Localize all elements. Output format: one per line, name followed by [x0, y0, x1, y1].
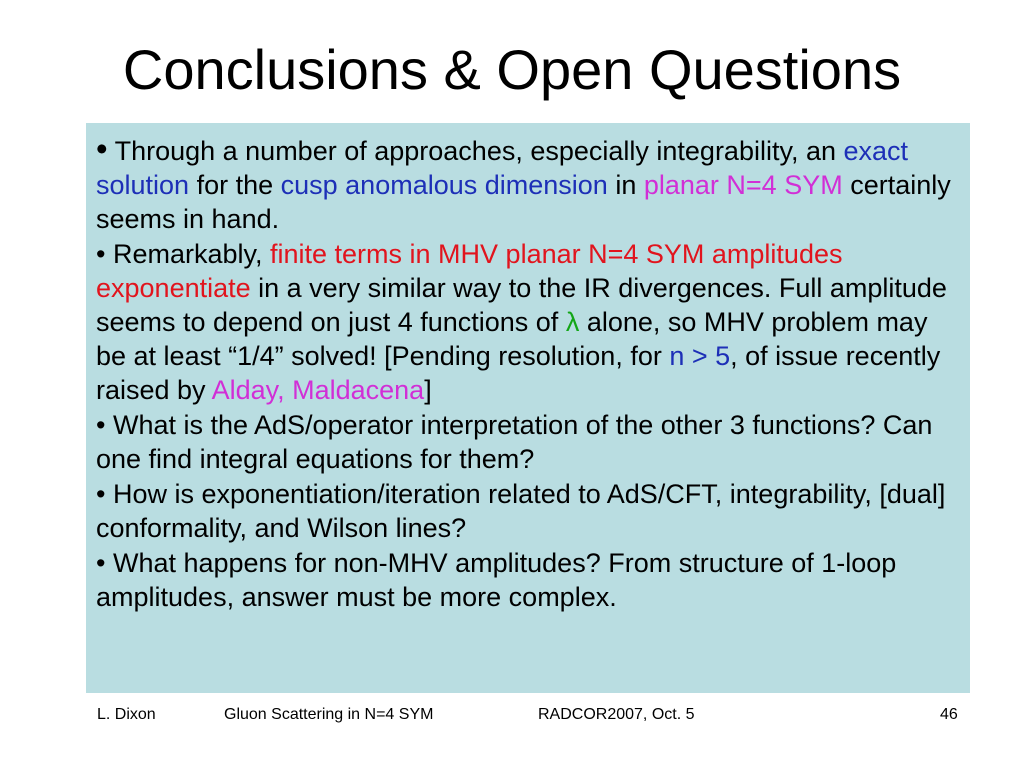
- bullet-marker: •: [96, 239, 106, 269]
- bullet-3: [96, 408, 960, 476]
- text-segment: certainly seems in hand.: [96, 170, 951, 234]
- text-segment: alone, so MHV problem may be at least “1/4” solved! [Pending resolution, for: [96, 307, 928, 371]
- footer-conference: RADCOR2007, Oct. 5: [538, 706, 695, 723]
- text-segment: for the: [189, 170, 281, 200]
- text-segment: What happens for non-MHV amplitudes? From structure of 1-loop amplitudes, answer must be more complex.: [96, 548, 897, 612]
- bullet-4: [96, 477, 960, 545]
- footer-author: L. Dixon: [97, 706, 156, 723]
- highlight-segment: cusp anomalous dimension: [280, 170, 608, 200]
- text-segment: in: [607, 170, 644, 200]
- bullet-2: [96, 237, 960, 407]
- bullet-1: [96, 132, 960, 236]
- bullet-marker: •: [96, 130, 108, 167]
- bullet-marker: •: [96, 548, 106, 578]
- text-segment: Remarkably,: [105, 239, 270, 269]
- lambda-symbol: λ: [565, 307, 580, 337]
- bullet-marker: •: [96, 410, 106, 440]
- text-segment: , of issue recently raised by: [96, 341, 941, 405]
- text-segment: Through a number of approaches, especially integrability, an: [107, 136, 844, 166]
- text-segment: in a very similar way to the IR divergences. Full amplitude seems to depend on just 4 functions of: [96, 273, 947, 337]
- highlight-segment: planar N=4 SYM: [643, 170, 843, 200]
- slide-title: Conclusions & Open Questions: [122, 38, 902, 101]
- highlight-segment: Alday, Maldacena: [211, 375, 425, 405]
- text-segment: What is the AdS/operator interpretation of the other 3 functions? Can one find integral equations for them?: [96, 410, 933, 474]
- content-box: [86, 123, 970, 693]
- footer-talk-title: Gluon Scattering in N=4 SYM: [224, 706, 434, 723]
- text-segment: ]: [424, 375, 432, 405]
- text-segment: How is exponentiation/iteration related to AdS/CFT, integrability, [dual] conformality, and Wilson lines?: [96, 479, 946, 543]
- bullet-5: [96, 546, 960, 614]
- highlight-segment: exact solution: [96, 136, 909, 200]
- bullet-marker: •: [96, 479, 106, 509]
- highlight-segment: finite terms in MHV planar N=4 SYM amplitudes exponentiate: [96, 239, 843, 303]
- highlight-segment: n > 5: [669, 341, 731, 371]
- footer-page-number: 46: [940, 706, 958, 723]
